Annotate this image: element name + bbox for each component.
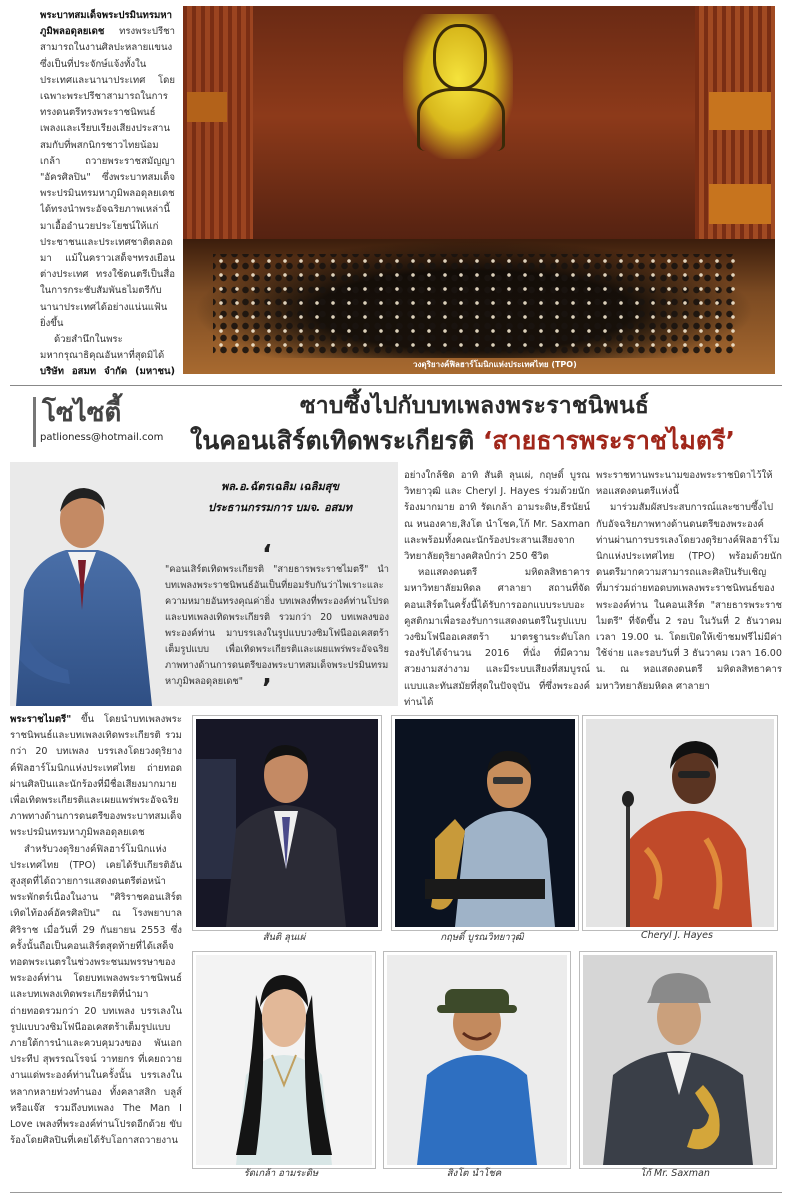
intro-lead: พระบาทสมเด็จพระปรมินทรมหาภูมิพลอดุลยเดช xyxy=(40,10,173,38)
caption-radklao: รัดเกล้า อามระดิษ xyxy=(243,1168,319,1179)
caption-santi: สันติ ลุนเผ่ xyxy=(262,932,306,943)
bottom-text-1: ขึ้น โดยนำบทเพลงพระราชนิพนธ์และบทเพลงเทิดพระเกียรติ รวมกว่า 20 บทเพลง บรรเลงโดยวงดุริยางค์ฟิลฮาร์โมนิกแห่งประเทศไทย ถ่ายทอดผ่านศิลปินและนักร้องที่มีชื่อเสียงมากมาย เพื่อเทิดพระเกียรติและเผยแพร่พระอัจฉริยภาพทางด้านการดนตรีของพระบาทสมเด็จพระปรมินทรมหาภูมิพลอดุลยเดช xyxy=(10,714,182,839)
page-bottom-rule xyxy=(10,1192,782,1193)
author-email: patlioness@hotmail.com xyxy=(40,432,164,443)
photo-cheryl xyxy=(583,716,777,930)
bottom-paragraph-1 xyxy=(10,712,182,842)
man-hat-icon xyxy=(387,955,567,1165)
caption-cheryl: Cheryl J. Hayes xyxy=(641,930,713,941)
article-intro-column xyxy=(40,8,175,380)
orchestra-musicians xyxy=(213,254,735,354)
organizers-paragraph xyxy=(40,332,175,380)
intro-paragraph xyxy=(40,8,175,332)
bottom-lead: พระราชไมตรี" xyxy=(10,714,72,725)
article-right-column xyxy=(596,468,782,708)
caption-koh: โก้ Mr. Saxman xyxy=(640,1168,710,1179)
saxophone-man-icon xyxy=(583,955,773,1165)
right-paragraph-1: พระราชทานพระนามของพระราชบิดาไว้ให้หอแสดงดนตรีแห่งนี้ xyxy=(596,470,773,498)
headline-concert-name: ‘สายธารพระราชไมตรี’ xyxy=(482,426,736,455)
headline-line-2-a: ในคอนเสิร์ตเทิดพระเกียรติ xyxy=(190,426,483,455)
balcony-box xyxy=(709,184,771,224)
headline-line-1: ซาบซึ้งไปกับบทเพลงพระราชนิพนธ์ xyxy=(300,393,650,419)
section-divider xyxy=(10,385,782,386)
photo-singto xyxy=(384,952,570,1168)
chairman-name: พล.อ.ฉัตรเฉลิม เฉลิมสุข xyxy=(220,480,340,493)
headline-line-2 xyxy=(190,421,780,461)
photo-radklao xyxy=(193,952,375,1168)
hero-caption: วงดุริยางค์ฟิลฮาร์โมนิกแห่งประเทศไทย (TPO) xyxy=(413,360,577,369)
caption-singto: สิงโต นำโชค xyxy=(446,1168,502,1179)
caption-krit: กฤษดิ์ บูรณวิทยาวุฒิ xyxy=(440,932,524,943)
balcony-box xyxy=(709,92,771,130)
mid-paragraph-1: อย่างใกล้ชิด อาทิ สันติ ลุนเผ่, กฤษดิ์ บูรณวิทยาวุฒิ และ Cheryl J. Hayes ร่วมด้วยนักร้องมากมาย อาทิ รัดเกล้า อามระดิษ,ธีรนัยน์ ณ หนองคาย,สิงโต นำโชค,โก้ Mr. Saxman และพร้อมทั้งคณะนักร้องประสานเสียงจากวิทยาลัยดุริยางคศิลป์กว่า 250 ชีวิต xyxy=(404,470,590,563)
singer-microphone-icon xyxy=(586,719,774,927)
column-brand: โซไซตี้ xyxy=(42,398,122,428)
concert-hall-photo xyxy=(183,6,775,374)
intro-text: ทรงพระปรีชาสามารถในงานศิลปะหลายแขนง ซึ่งเป็นที่ประจักษ์แจ้งทั้งในประเทศและนานาประเทศ โดยเฉพาะพระปรีชาสามารถในการทรงดนตรีทรงพระราชนิพนธ์เพลงและเรียบเรียงเสียงประสาน สมกับที่พสกนิกรชาวไทยน้อมเกล้า ถวายพระราชสมัญญา "อัครศิลปิน" ซึ่งพระบาทสมเด็จพระปรมินทรมหาภูมิพลอดุลยเดช ได้ทรงนำพระอัจฉริยภาพเหล่านี้มาเอื้ออำนวยประโยชน์ให้แก่ประชาชนและประเทศชาติตลอดมา แม้ในคราวเสด็จฯทรงเยือนต่างประเทศ ทรงใช้ดนตรีเป็นสื่อในการกระชับสัมพันธไมตรีกับนานาประเทศได้อย่างแน่นแฟ้นยิ่งขึ้น xyxy=(40,26,175,329)
balcony-box xyxy=(187,92,227,122)
bottom-paragraph-2: สำหรับวงดุริยางค์ฟิลฮาร์โมนิกแห่งประเทศไทย (TPO) เคยได้รับเกียรติอันสูงสุดที่ได้ถวายการแสดงดนตรีต่อหน้าพระพักตร์เนื่องในงาน "ศิริราชคอนเสิร์ตเทิดไท้องค์อัครศิลปิน" ณ โรงพยาบาลศิริราช เมื่อวันที่ 29 กันยายน 2553 ซึ่งครั้งนั้นถือเป็นคอนเสิร์ตสุดท้ายที่ได้เสด็จทอดพระเนตรในช่วงพระชนมพรรษาของพระองค์ท่าน โดยบทเพลงพระราชนิพนธ์และบทเพลงเทิดพระเกียรติที่นำมาถ่ายทอดรวมกว่า 20 บทเพลง บรรเลงในรูปแบบวงซิมโฟนีออเคสตร้าเต็มรูปแบบ ภายใต้การนำและควบคุมวงของ พันเอกประทีป สุพรรณโรจน์ วาทยกร ที่เคยถวายงานแด่พระองค์ท่านในครั้งนั้น บรรเลงในหลากหลายท่วงทำนอง ทั้งคลาสสิก บลูส์ หรือแจ๊ส รวมถึงบทเพลง The Man I Love เพลงที่พระองค์ท่านโปรดอีกด้วย ขับร้องโดยศิลปินที่เคยได้รับโอกาสถวายงาน xyxy=(10,843,182,1147)
photo-santi xyxy=(193,716,381,930)
chairman-role: ประธานกรรมการ บมจ. อสมท xyxy=(207,501,353,514)
chairman-portrait xyxy=(6,470,158,706)
article-bottom-column xyxy=(10,712,182,1190)
open-quote-mark: ‘ xyxy=(262,540,272,570)
king-portrait-projection-icon xyxy=(403,14,513,159)
organizers-text-a: ด้วยสำนึกในพระมหากรุณาธิคุณอันหาที่สุดมิได้ xyxy=(40,334,165,362)
photo-koh xyxy=(580,952,776,1168)
article-middle-column xyxy=(404,468,590,708)
photo-krit xyxy=(392,716,578,930)
quote-text: "คอนเสิร์ตเทิดพระเกียรติ "สายธารพระราชไมตรี" นำบทเพลงพระราชนิพนธ์อันเป็นที่ยอมรับกันว่าไพเราะและความหมายอันทรงคุณค่ายิ่ง บทเพลงที่พระองค์ท่านโปรด และบทเพลงเทิดพระเกียรติ รวมกว่า 20 บทเพลงของพระองค์ท่าน มาบรรเลงในรูปแบบวงซิมโฟนีออเคสตร้าเต็มรูปแบบ เพื่อเทิดพระเกียรติและเผยแพร่พระอัจฉริยภาพทางด้านการดนตรีของพระบาทสมเด็จพระปรมินทรมหาภูมิพลอดุลยเดช" xyxy=(165,564,389,687)
right-paragraph-2: มาร่วมสัมผัสประสบการณ์และซาบซึ้งไปกับอัจฉริยภาพทางด้านดนตรีของพระองค์ท่านผ่านการบรรเลงโดยวงดุริยางค์ฟิลฮาร์โมนิกแห่งประเทศไทย (TPO) พร้อมด้วยนักดนตรีมากความสามารถและศิลปินรับเชิญที่มาร่วมถ่ายทอดบทเพลงพระราชนิพนธ์ของพระองค์ท่าน ในคอนเสิร์ต "สายธารพระราชไมตรี" ที่จัดขึ้น 2 รอบ ในวันที่ 2 ธันวาคม เวลา 19.00 น. โดยเปิดให้เข้าชมฟรีไม่มีค่าใช้จ่าย และรอบวันที่ 3 ธันวาคม เวลา 16.00 น. ณ หอแสดงดนตรี มหิดลสิทธาคาร มหาวิทยาลัยมหิดล ศาลายา xyxy=(596,502,782,692)
saxophone-player-icon xyxy=(395,719,575,927)
mid-paragraph-2: หอแสดงดนตรี มหิดลสิทธาคาร มหาวิทยาลัยมหิดล ศาลายา สถานที่จัดคอนเสิร์ตในครั้งนี้ได้รับการออกแบบระบบอะคูสติกมาเพื่อรองรับการแสดงดนตรีในรูปแบบวงซิมโฟนีออเคสตร้า มาตรฐานระดับโลก รองรับได้จำนวน 2016 ที่นั่ง ที่มีความสวยงามสง่างาม และมีระบบเสียงที่สมบูรณ์แบบและทันสมัยที่สุดในปัจจุบัน ที่ซึ่งพระองค์ท่านได้ xyxy=(404,567,590,708)
organizer-mcot: บริษัท อสมท จำกัด (มหาชน) xyxy=(40,366,175,378)
brand-bar xyxy=(33,397,36,447)
woman-portrait-icon xyxy=(196,955,372,1165)
person-suit-icon xyxy=(196,719,378,927)
close-quote-mark: ’ xyxy=(262,674,272,704)
